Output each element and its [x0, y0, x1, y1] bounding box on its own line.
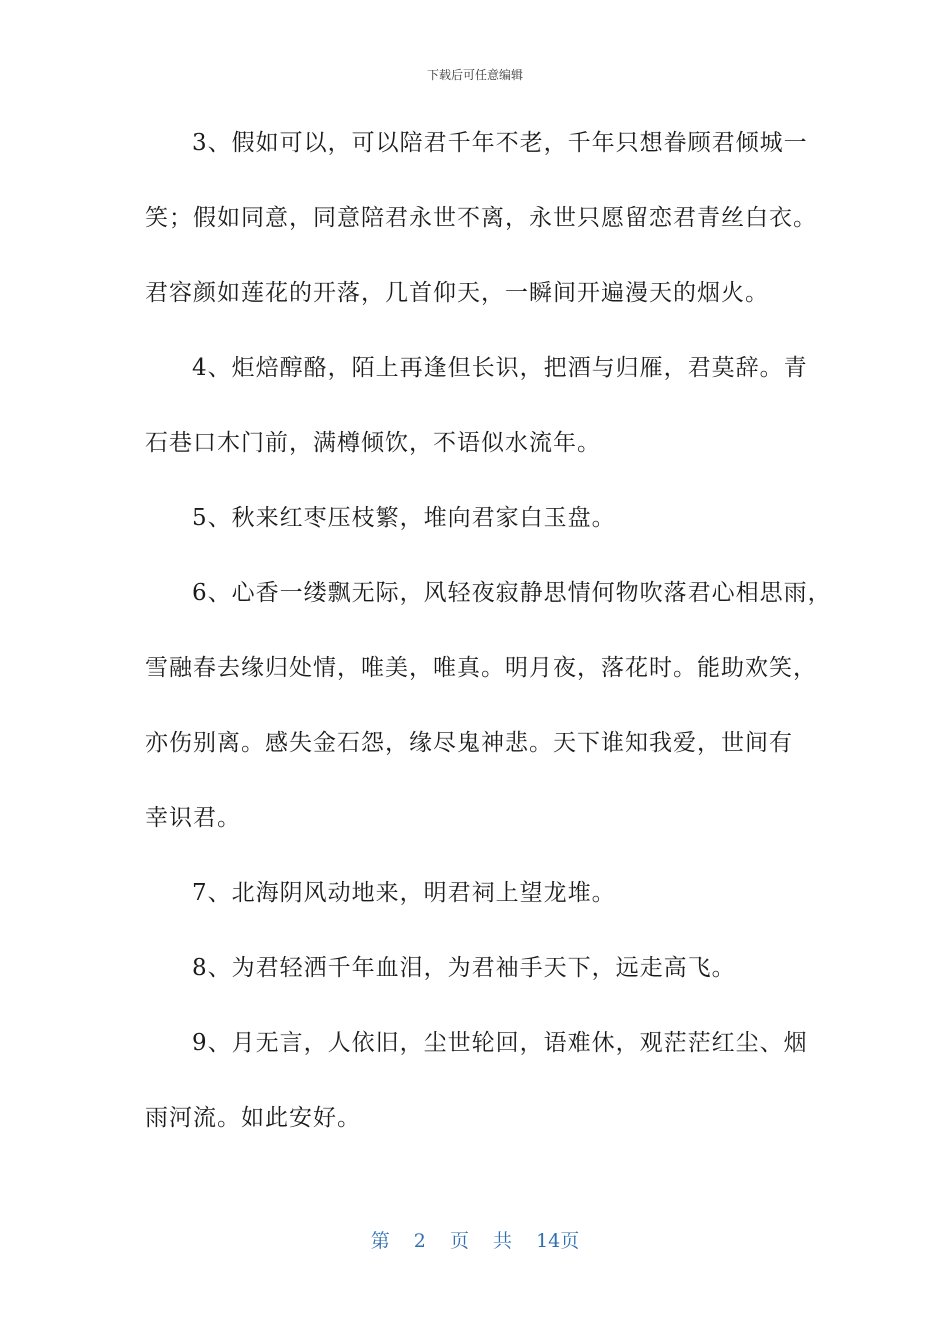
paragraph-line: 8、为君轻洒千年血泪，为君袖手天下，远走高飞。 — [192, 955, 736, 981]
page-unit: 页 — [449, 1230, 469, 1252]
page-header: 下载后可任意编辑 — [426, 68, 523, 82]
paragraph-line: 6、心香一缕飘无际，风轻夜寂静思情何物吹落君心相思雨， — [192, 580, 832, 606]
paragraph-line: 雪融春去缘归处情，唯美，唯真。明月夜，落花时。能助欢笑， — [145, 655, 817, 681]
total-label: 共 — [493, 1230, 513, 1252]
current-page-number: 2 — [413, 1230, 426, 1252]
page-label: 第 — [370, 1230, 390, 1252]
total-pages: 14页 — [536, 1230, 580, 1252]
paragraph-line: 君容颜如莲花的开落，几首仰天，一瞬间开遍漫天的烟火。 — [145, 280, 769, 306]
paragraph-line: 5、秋来红枣压枝繁，堆向君家白玉盘。 — [192, 505, 616, 531]
page-footer — [0, 1226, 950, 1253]
paragraph-line: 雨河流。如此安好。 — [145, 1105, 361, 1131]
paragraph-line: 9、月无言，人依旧，尘世轮回，语难休，观茫茫红尘、烟 — [192, 1030, 808, 1056]
paragraph-line: 石巷口木门前，满樽倾饮，不语似水流年。 — [145, 430, 601, 456]
paragraph-line: 7、北海阴风动地来，明君祠上望龙堆。 — [192, 880, 616, 906]
paragraph-line: 幸识君。 — [145, 805, 241, 831]
paragraph-line: 3、假如可以，可以陪君千年不老，千年只想眷顾君倾城一 — [192, 130, 808, 156]
paragraph-line: 笑；假如同意，同意陪君永世不离，永世只愿留恋君青丝白衣。 — [145, 205, 817, 231]
paragraph-line: 4、炬焙醇酪，陌上再逢但长识，把酒与归雁，君莫辞。青 — [192, 355, 808, 381]
paragraph-line: 亦伤别离。感失金石怨，缘尽鬼神悲。天下谁知我爱，世间有 — [145, 730, 793, 756]
